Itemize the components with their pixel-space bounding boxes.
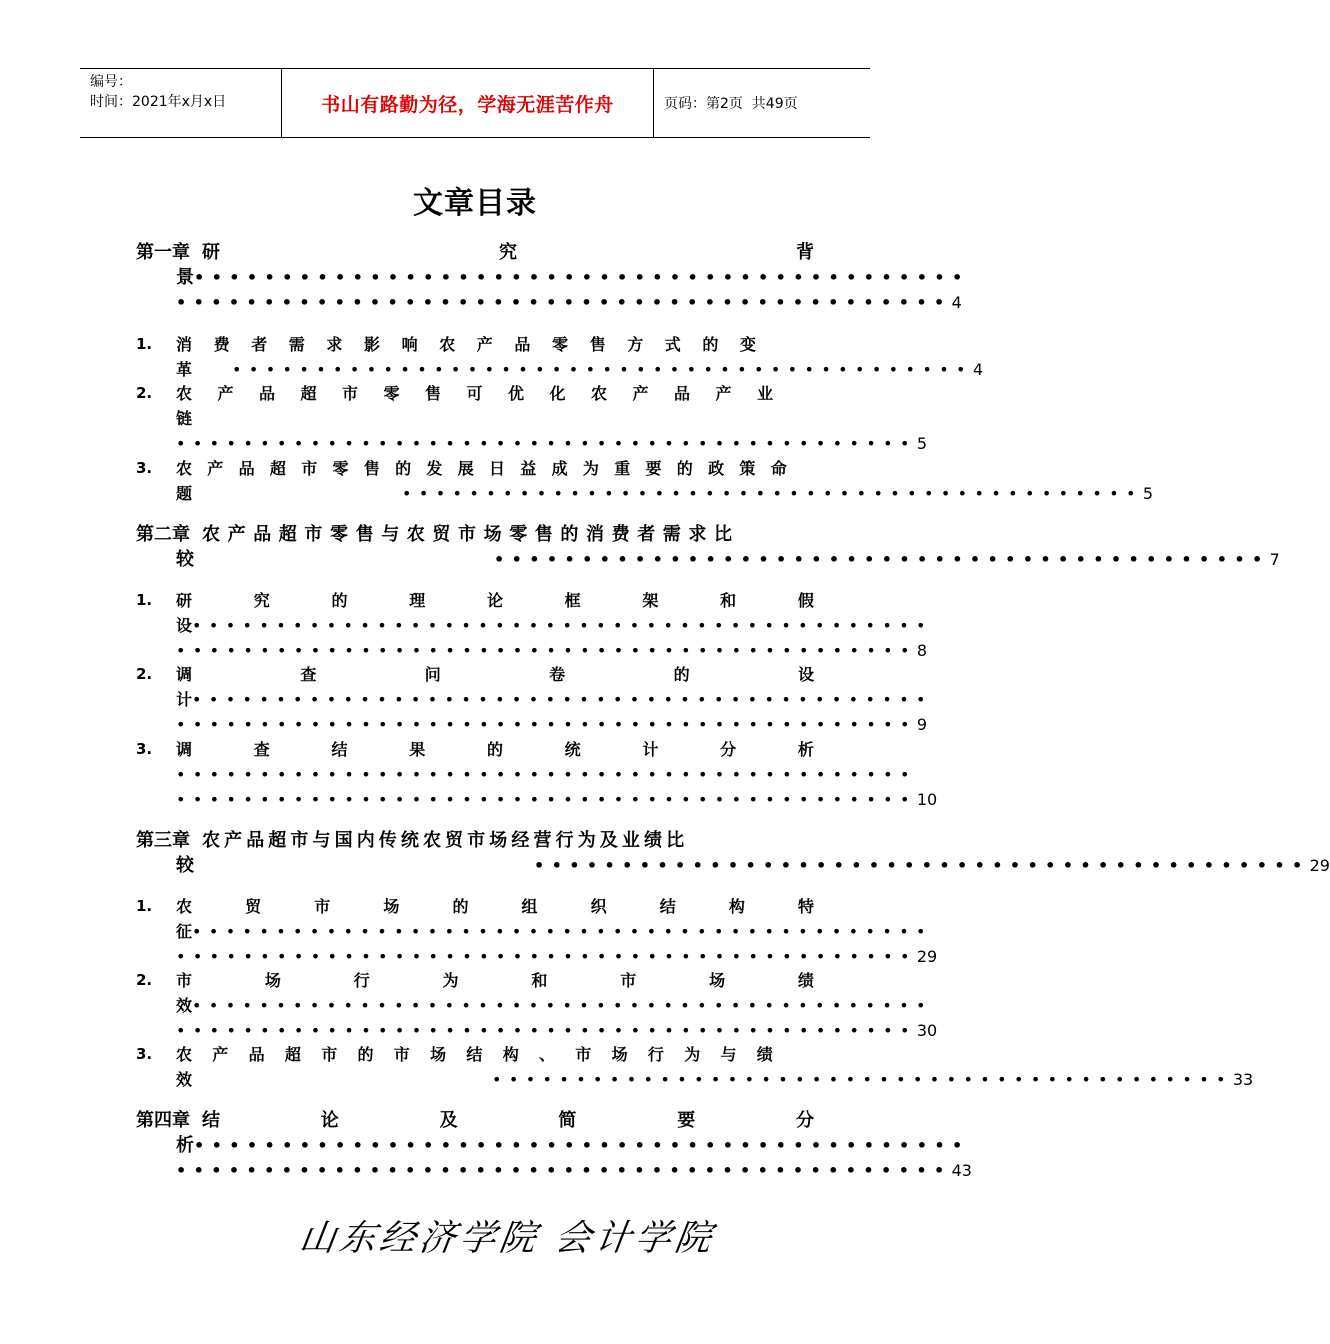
section-title-cont: 革: [176, 360, 193, 379]
page-number: 43: [951, 1161, 972, 1180]
section-title-cont: 效: [176, 996, 193, 1015]
dot-leader: ••••••••••••••••••••••••••••••••••••••••••••: [176, 293, 952, 312]
title-char: 查: [253, 740, 270, 759]
section-title: [136, 737, 814, 762]
title-char: 调: [176, 740, 193, 759]
toc-section-1-3[interactable]: [136, 456, 1154, 506]
page-number: 10: [916, 790, 938, 809]
section-number: 2.: [136, 384, 153, 402]
page-info: 页码：第2页 共49页: [664, 96, 798, 112]
title-char: 论: [320, 1110, 339, 1131]
chapter-title-cont: 景: [176, 267, 194, 288]
toc-section-3-3[interactable]: [136, 1042, 1254, 1092]
toc-section-3-1[interactable]: [136, 894, 938, 969]
title-char: 绩: [797, 971, 814, 990]
page-number: 5: [916, 434, 928, 453]
title-char: 研: [176, 591, 193, 610]
section-title: [136, 894, 814, 919]
title-char: 织: [590, 897, 607, 916]
time-label: 时间：2021年x月x日: [90, 94, 227, 110]
title-char: 场: [383, 897, 400, 916]
title-char: 为: [442, 971, 459, 990]
title-char: 要: [677, 1110, 696, 1131]
title-char: 卷: [549, 665, 566, 684]
page-number: 5: [1142, 484, 1154, 503]
chapter-number: 第三章: [136, 830, 190, 851]
dot-leader: ••••••••••••••••••••••••••••••••••••••••••••: [192, 616, 933, 635]
chapter-number: 第一章: [136, 242, 190, 263]
section-title-cont: 效: [176, 1070, 193, 1089]
chapter-title-cont: 较: [176, 549, 194, 570]
dot-leader: ••••••••••••••••••••••••••••••••••••••••••••: [402, 484, 1143, 503]
title-char: 结: [202, 1110, 220, 1131]
title-char: 的: [331, 591, 348, 610]
section-title: 农产品超市零售可优化农产品产业: [176, 384, 799, 403]
title-char: 假: [797, 591, 814, 610]
title-char: 研: [202, 242, 220, 263]
title-char: 场: [264, 971, 281, 990]
title-char: 贸: [245, 897, 262, 916]
section-title: 农产品超市的市场结构、市场行为与绩: [176, 1045, 794, 1064]
chapter-title: 农产品超市与国内传统农贸市场经营行为及业绩比: [202, 830, 689, 851]
page-number: 30: [916, 1021, 938, 1040]
section-number: 3.: [136, 459, 153, 477]
toc-section-2-1[interactable]: [136, 588, 933, 663]
institution-signature: 山东经济学院 会计学院: [296, 1218, 718, 1259]
title-char: 市: [620, 971, 637, 990]
title-char: 问: [424, 665, 441, 684]
title-char: 简: [558, 1110, 577, 1131]
title-char: 架: [642, 591, 659, 610]
section-title-cont: 征: [176, 922, 193, 941]
title-char: 统: [564, 740, 581, 759]
title-char: 行: [353, 971, 370, 990]
dot-leader: ••••••••••••••••••••••••••••••••••••••••••••: [194, 1136, 970, 1155]
chapter-title-cont: 析: [176, 1135, 194, 1156]
dot-leader: ••••••••••••••••••••••••••••••••••••••••••••: [534, 856, 1310, 875]
dot-leader: ••••••••••••••••••••••••••••••••••••••••••••: [192, 922, 933, 941]
title-char: 及: [439, 1110, 458, 1131]
page-title: 文章目录: [413, 186, 537, 221]
title-char: 论: [486, 591, 503, 610]
section-title-cont: 题: [176, 484, 193, 503]
toc-section-1-1[interactable]: [136, 332, 984, 382]
page-number: 29: [1309, 856, 1330, 875]
page-number: 4: [972, 360, 984, 379]
chapter-title: 农产品超市零售与农贸市场零售的消费者需求比: [202, 524, 740, 545]
title-char: 理: [409, 591, 426, 610]
toc-chapter-4[interactable]: [136, 1108, 972, 1183]
title-char: 究: [499, 242, 517, 263]
section-title-cont: 计: [176, 690, 193, 709]
dot-leader: ••••••••••••••••••••••••••••••••••••••••••••: [176, 434, 917, 453]
section-title: 消费者需求影响农产品零售方式的变: [176, 335, 778, 354]
title-char: 究: [253, 591, 270, 610]
section-number: 1.: [136, 897, 153, 915]
dot-leader: ••••••••••••••••••••••••••••••••••••••••••••: [176, 1021, 917, 1040]
dot-leader: ••••••••••••••••••••••••••••••••••••••••••••: [494, 550, 1270, 569]
title-char: 组: [521, 897, 538, 916]
page-number: 33: [1232, 1070, 1254, 1089]
chapter-title: [136, 240, 814, 265]
chapter-number: 第四章: [136, 1110, 190, 1131]
toc-chapter-2[interactable]: [136, 522, 1280, 572]
dot-leader: ••••••••••••••••••••••••••••••••••••••••••••: [176, 715, 917, 734]
dot-leader: ••••••••••••••••••••••••••••••••••••••••••••: [176, 947, 917, 966]
toc-chapter-3[interactable]: [136, 828, 1330, 878]
section-number: 2.: [136, 971, 153, 989]
title-char: 查: [300, 665, 317, 684]
header-motto: 书山有路勤为径，学海无涯苦作舟: [282, 69, 654, 137]
title-char: 农: [176, 897, 193, 916]
section-title: 农产品超市零售的发展日益成为重要的政策命: [176, 459, 803, 478]
toc-section-2-3[interactable]: [136, 737, 938, 812]
section-title: [136, 968, 814, 993]
title-char: 和: [531, 971, 548, 990]
toc-section-2-2[interactable]: [136, 662, 933, 737]
dot-leader: ••••••••••••••••••••••••••••••••••••••••••••: [232, 360, 973, 379]
header-meta: [80, 69, 282, 137]
title-char: 框: [564, 591, 581, 610]
title-char: 分: [720, 740, 737, 759]
header-page-info: [654, 69, 870, 137]
page-number: 29: [916, 947, 938, 966]
number-label: 编号：: [90, 74, 132, 90]
dot-leader: ••••••••••••••••••••••••••••••••••••••••••••: [492, 1070, 1233, 1089]
title-char: 分: [795, 1110, 814, 1131]
section-title-cont: 链: [176, 409, 193, 428]
dot-leader: ••••••••••••••••••••••••••••••••••••••••••••: [192, 690, 933, 709]
title-char: 市: [176, 971, 193, 990]
dot-leader: ••••••••••••••••••••••••••••••••••••••••••••: [176, 1161, 952, 1180]
chapter-number: 第二章: [136, 524, 190, 545]
title-char: 和: [720, 591, 737, 610]
title-char: 的: [486, 740, 503, 759]
title-char: 果: [409, 740, 426, 759]
dot-leader: ••••••••••••••••••••••••••••••••••••••••••••: [192, 996, 933, 1015]
title-char: 结: [331, 740, 348, 759]
page-number: 9: [916, 715, 928, 734]
document-header: [80, 68, 870, 138]
toc-section-3-2[interactable]: [136, 968, 938, 1043]
title-char: 设: [797, 665, 814, 684]
page-number: 7: [1269, 550, 1280, 569]
title-char: 的: [452, 897, 469, 916]
section-number: 3.: [136, 740, 153, 758]
chapter-title: [136, 1108, 814, 1133]
title-char: 场: [709, 971, 726, 990]
title-char: 的: [673, 665, 690, 684]
page-number: 4: [951, 293, 962, 312]
title-char: 调: [176, 665, 193, 684]
toc-chapter-1[interactable]: [136, 240, 970, 315]
title-char: 背: [796, 242, 814, 263]
title-char: 构: [728, 897, 745, 916]
title-char: 析: [797, 740, 814, 759]
section-number: 2.: [136, 665, 153, 683]
section-title: [136, 588, 814, 613]
title-char: 结: [659, 897, 676, 916]
dot-leader: ••••••••••••••••••••••••••••••••••••••••••••: [176, 641, 917, 660]
title-char: 特: [797, 897, 814, 916]
chapter-title-cont: 较: [176, 855, 194, 876]
section-number: 1.: [136, 591, 153, 609]
section-title-cont: 设: [176, 616, 193, 635]
section-title: [136, 662, 814, 687]
page-number: 8: [916, 641, 928, 660]
dot-leader: ••••••••••••••••••••••••••••••••••••••••••••: [194, 268, 970, 287]
section-number: 1.: [136, 335, 153, 353]
section-number: 3.: [136, 1045, 153, 1063]
dot-leader: ••••••••••••••••••••••••••••••••••••••••••••: [176, 765, 917, 784]
toc-section-1-2[interactable]: [136, 381, 928, 456]
title-char: 计: [642, 740, 659, 759]
title-char: 市: [314, 897, 331, 916]
dot-leader: ••••••••••••••••••••••••••••••••••••••••••••: [176, 790, 917, 809]
